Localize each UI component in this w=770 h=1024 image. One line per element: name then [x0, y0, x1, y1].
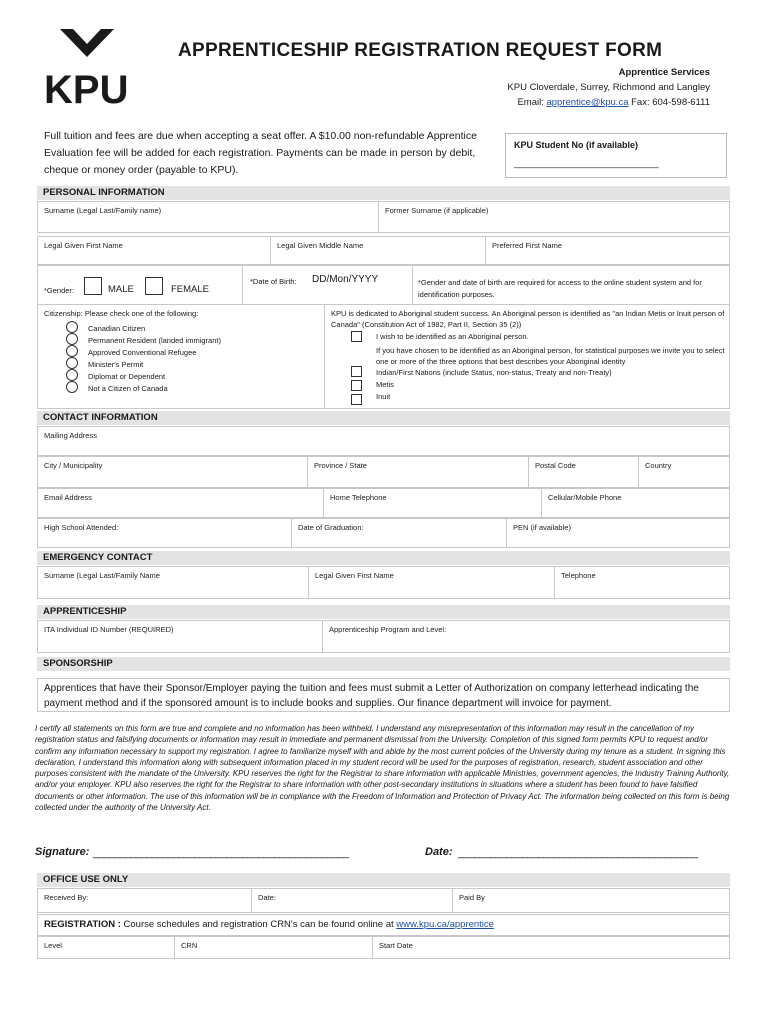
- first-name-field[interactable]: Legal Given First Name: [38, 237, 271, 265]
- mailing-field[interactable]: Mailing Address: [38, 427, 730, 456]
- surname-field[interactable]: Surname (Legal Last/Family name): [38, 202, 379, 233]
- office-date-field[interactable]: Date:: [252, 889, 453, 913]
- citizenship-options: [66, 318, 221, 393]
- emergency-heading: EMERGENCY CONTACT: [37, 551, 730, 565]
- date-label: Date:: [425, 846, 453, 858]
- city-field[interactable]: City / Municipality: [38, 457, 308, 488]
- department: Apprentice Services: [618, 67, 710, 78]
- office-table: [37, 888, 730, 913]
- citizenship-option[interactable]: Approved Conventional Refugee: [66, 342, 221, 354]
- level-field[interactable]: Level: [38, 937, 175, 959]
- fax: Fax: 604-598-6111: [631, 97, 710, 108]
- emergency-telephone-field[interactable]: Telephone: [555, 567, 730, 599]
- email-link[interactable]: apprentice@kpu.ca: [546, 97, 629, 108]
- country-field[interactable]: Country: [639, 457, 730, 488]
- phone-table: [37, 488, 730, 518]
- student-no-label: KPU Student No (if available): [514, 140, 639, 150]
- ita-field[interactable]: ITA Individual ID Number (REQUIRED): [38, 621, 323, 653]
- campuses: KPU Cloverdale, Surrey, Richmond and Langley: [507, 82, 710, 93]
- signature-label: Signature:: [35, 846, 90, 858]
- crn-field[interactable]: CRN: [175, 937, 373, 959]
- contact-heading: CONTACT INFORMATION: [37, 411, 730, 425]
- first-nations-checkbox[interactable]: [351, 366, 362, 377]
- dob-field[interactable]: DD/Mon/YYYY: [312, 274, 379, 285]
- female-checkbox[interactable]: [145, 277, 163, 295]
- cell-phone-field[interactable]: Cellular/Mobile Phone: [542, 489, 730, 518]
- home-phone-field[interactable]: Home Telephone: [324, 489, 542, 518]
- aboriginal-option: Metis: [376, 380, 394, 389]
- names-table: [37, 236, 730, 265]
- emergency-first-name-field[interactable]: Legal Given First Name: [309, 567, 555, 599]
- former-surname-field[interactable]: Former Surname (if applicable): [379, 202, 730, 233]
- citizenship-option[interactable]: Not a Citizen of Canada: [66, 378, 221, 390]
- student-no-box: [505, 133, 727, 178]
- emergency-table: [37, 566, 730, 599]
- citizenship-label: Citizenship: Please check one of the following:: [44, 309, 199, 318]
- aboriginal-checkbox[interactable]: [351, 331, 362, 342]
- metis-checkbox[interactable]: [351, 380, 362, 391]
- citizenship-option[interactable]: Diplomat or Dependent: [66, 366, 221, 378]
- aboriginal-choose: If you have chosen to be identified as an Aboriginal person, for statistical purposes we invite you to select one or more of the three options that best describes your Aboriginal identity: [376, 346, 725, 366]
- received-by-field[interactable]: Received By:: [38, 889, 252, 913]
- middle-name-field[interactable]: Legal Given Middle Name: [271, 237, 486, 265]
- pen-field[interactable]: PEN (if available): [507, 519, 730, 548]
- male-label: MALE: [108, 284, 134, 295]
- course-table: [37, 936, 730, 959]
- emergency-surname-field[interactable]: Surname (Legal Last/Family Name: [38, 567, 309, 599]
- email-label: Email:: [517, 97, 544, 108]
- aboriginal-wish: I wish to be identified as an Aboriginal person.: [376, 332, 529, 341]
- student-no-field[interactable]: ________________________________: [514, 158, 659, 168]
- mailing-table: [37, 426, 730, 456]
- contact-line: [517, 97, 710, 108]
- paid-by-field[interactable]: Paid By: [453, 889, 730, 913]
- signature-field[interactable]: ________________________________________________: [93, 847, 349, 859]
- registration-text: Course schedules and registration CRN's can be found online at: [123, 919, 394, 930]
- date-field[interactable]: _____________________________________________: [458, 847, 698, 859]
- city-table: [37, 456, 730, 488]
- inuit-checkbox[interactable]: [351, 394, 362, 405]
- aboriginal-intro: KPU is dedicated to Aboriginal student success. An Aboriginal person is identified as "an Indian Metis or Inuit person of Canada" (Constitution Act of 1982, Part II, Section 35 (2)): [331, 309, 725, 329]
- start-date-field[interactable]: Start Date: [373, 937, 730, 959]
- school-table: [37, 518, 730, 548]
- male-checkbox[interactable]: [84, 277, 102, 295]
- high-school-field[interactable]: High School Attended:: [38, 519, 292, 548]
- aboriginal-option: Indian/First Nations (include Status, non-status, Treaty and non-Treaty): [376, 368, 612, 377]
- tuition-notice: Full tuition and fees are due when accepting a seat offer. A $10.00 non-refundable Apprentice Evaluation fee will be added for each registration. Payments can be made in person by debit, cheque or money order (payable to KPU).: [44, 130, 477, 176]
- kpu-logo-icon: [43, 27, 131, 107]
- registration-link[interactable]: www.kpu.ca/apprentice: [396, 919, 494, 930]
- province-field[interactable]: Province / State: [308, 457, 529, 488]
- citizenship-option[interactable]: Permanent Resident (landed immigrant): [66, 330, 221, 342]
- sponsorship-heading: SPONSORSHIP: [37, 657, 730, 671]
- form-title: APPRENTICESHIP REGISTRATION REQUEST FORM: [178, 40, 663, 61]
- citizenship-option[interactable]: Canadian Citizen: [66, 318, 221, 330]
- postal-field[interactable]: Postal Code: [529, 457, 639, 488]
- apprenticeship-table: [37, 620, 730, 653]
- personal-table: [37, 201, 730, 233]
- gender-label: *Gender:: [44, 286, 75, 295]
- dob-note: *Gender and date of birth are required for access to the online student system and for identification purposes.: [418, 278, 702, 299]
- logo-text: KPU: [44, 68, 129, 107]
- registration-row: [37, 914, 730, 936]
- kpu-logo: [43, 27, 131, 107]
- sponsorship-text: Apprentices that have their Sponsor/Employer paying the tuition and fees must submit a Letter of Authorization on company letterhead indicating the payment method and if the sponsored amount is to include books and supplies. Our finance department will invoice for payment.: [37, 678, 730, 712]
- preferred-name-field[interactable]: Preferred First Name: [486, 237, 730, 265]
- apprenticeship-heading: APPRENTICESHIP: [37, 605, 730, 619]
- registration-label: REGISTRATION :: [44, 919, 121, 930]
- graduation-field[interactable]: Date of Graduation:: [292, 519, 507, 548]
- personal-heading: PERSONAL INFORMATION: [37, 186, 730, 200]
- female-label: FEMALE: [171, 284, 210, 295]
- program-field[interactable]: Apprenticeship Program and Level:: [323, 621, 730, 653]
- email-field[interactable]: Email Address: [38, 489, 324, 518]
- dob-label: *Date of Birth:: [250, 277, 297, 286]
- certification-text: I certify all statements on this form are true and complete and no information has been withheld. I understand any misrepresentation of this information may result in the cancellation of my registration status and falsifying documents or information may result in immediate and permanent dismissal from the University. Completion of this signed form permits KPU to request and/or confirm any information necessary to support my registration. I agree to familiarize myself with and abide by the most current policies of the University during my tenure as a student. In signing this declaration, I understand this information along with subsequent information placed in my student record will be used for the purposes of registration, research, student association and other purposes consistent with the mandate of the University. KPU reserves the right for the Registrar to share information with applicable Ministries, government agencies, the Industry Training Authority, and/or your employer. KPU also reserves the right for the Registrar to share information with other post-secondary institutions in situations where a student has been found to have falsified documents or other information. The use of this information will be in compliance with the Freedom of Information and Protection of Privacy Act. The information being collected on this form is being collected under the authority of the University Act.: [35, 724, 730, 813]
- aboriginal-option: Inuit: [376, 392, 391, 401]
- citizenship-option[interactable]: Minister's Permit: [66, 354, 221, 366]
- office-heading: OFFICE USE ONLY: [37, 873, 730, 887]
